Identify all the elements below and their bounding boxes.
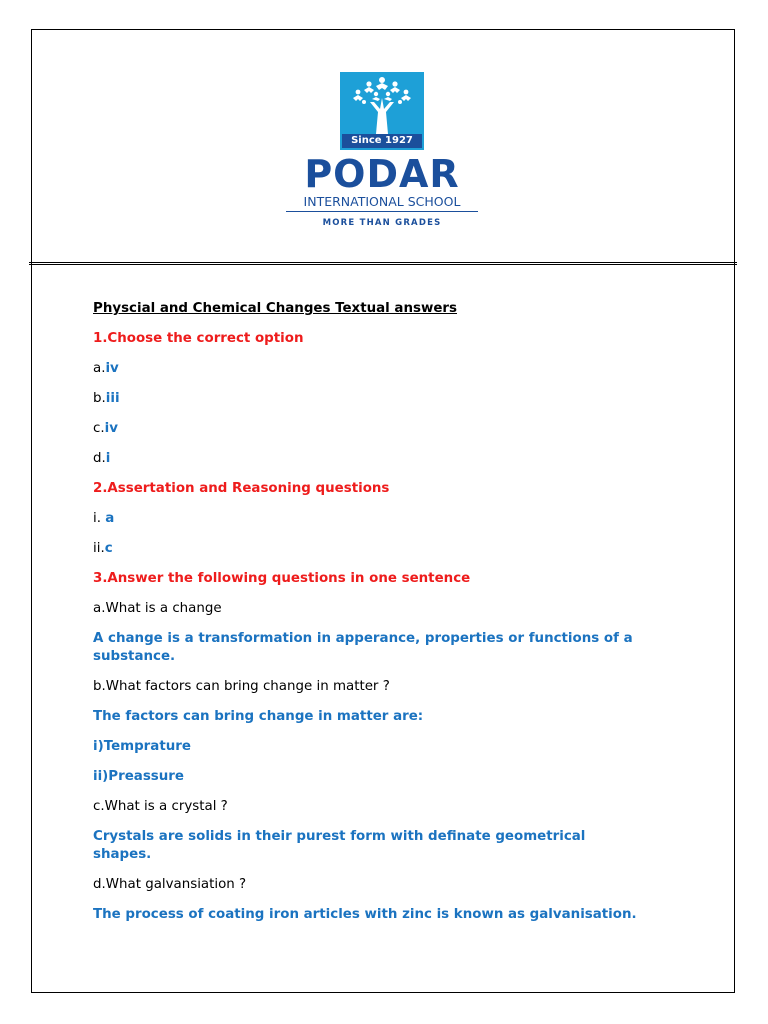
- school-name: PODAR: [304, 152, 460, 196]
- school-tagline: MORE THAN GRADES: [322, 218, 442, 228]
- option-answer: iv: [104, 421, 118, 436]
- option-item: [93, 390, 693, 408]
- question-text: b.What factors can bring change in matter ?: [93, 679, 390, 694]
- option-prefix: ii.: [93, 541, 105, 556]
- option-prefix: i.: [93, 511, 106, 526]
- option-item: [93, 540, 693, 558]
- section1-heading: 1.Choose the correct option: [93, 331, 304, 346]
- document-body: [93, 300, 693, 936]
- option-prefix: b.: [93, 391, 106, 406]
- document-title: Physcial and Chemical Changes Textual answers: [93, 301, 457, 316]
- option-prefix: a.: [93, 361, 106, 376]
- answer-text: A change is a transformation in apperance, properties or functions of a substance.: [93, 631, 633, 664]
- answer-text: The process of coating iron articles with zinc is known as galvanisation.: [93, 907, 637, 922]
- logo-rule: [286, 211, 478, 212]
- section3-heading: 3.Answer the following questions in one sentence: [93, 571, 471, 586]
- answer-list-item: ii)Preassure: [93, 769, 184, 784]
- header-divider: [29, 262, 737, 265]
- answer-list-item: i)Temprature: [93, 739, 191, 754]
- since-label: Since 1927: [342, 134, 422, 148]
- option-answer: iii: [105, 391, 120, 406]
- school-subtitle: INTERNATIONAL SCHOOL: [303, 194, 461, 209]
- answer-text: The factors can bring change in matter are:: [93, 709, 424, 724]
- option-answer: a: [105, 511, 115, 526]
- question-text: c.What is a crystal ?: [93, 799, 228, 814]
- option-item: [93, 450, 693, 468]
- option-answer: iv: [105, 361, 119, 376]
- section2-heading: 2.Assertation and Reasoning questions: [93, 481, 390, 496]
- option-answer: i: [105, 451, 111, 466]
- tree-emblem: [340, 72, 424, 150]
- option-answer: c: [104, 541, 113, 556]
- option-prefix: d.: [93, 451, 106, 466]
- question-text: a.What is a change: [93, 601, 222, 616]
- answer-text: Crystals are solids in their purest form with definate geometrical shapes.: [93, 829, 586, 862]
- option-item: [93, 510, 693, 528]
- school-logo: [284, 62, 480, 240]
- option-item: [93, 360, 693, 378]
- question-text: d.What galvansiation ?: [93, 877, 247, 892]
- option-item: [93, 420, 693, 438]
- option-prefix: c.: [93, 421, 105, 436]
